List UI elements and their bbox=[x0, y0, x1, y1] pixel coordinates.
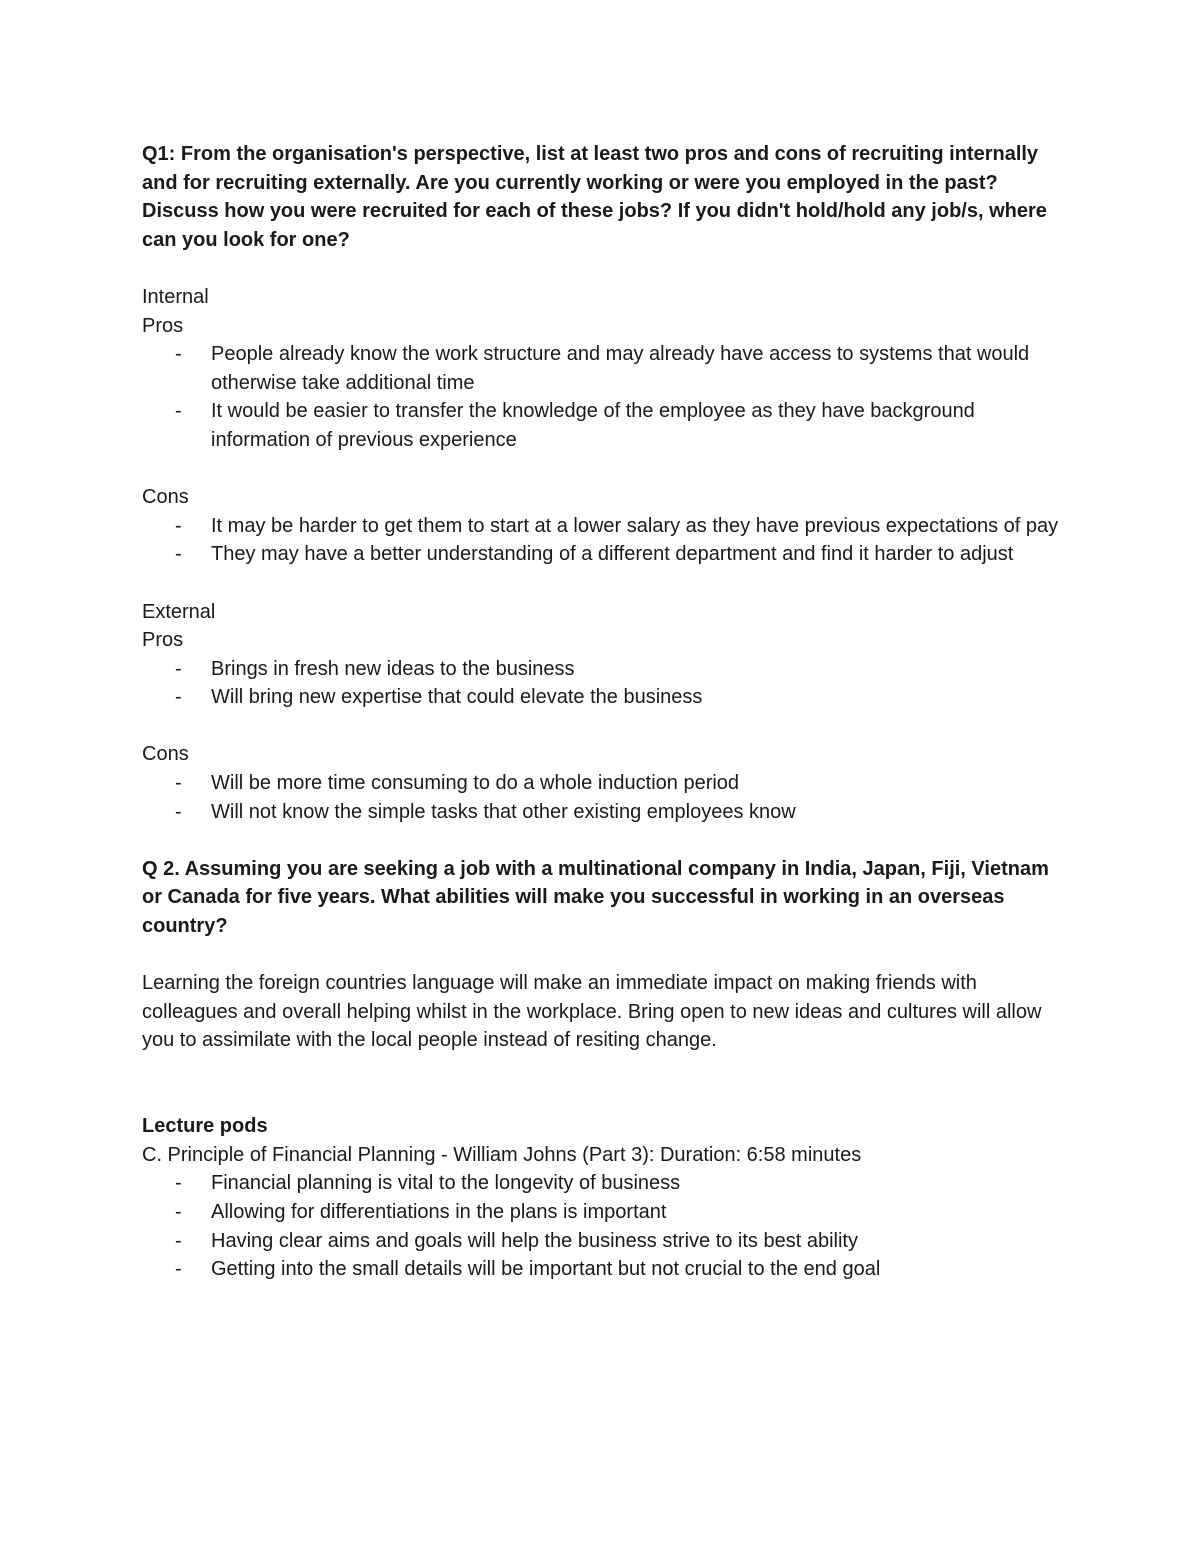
internal-cons-label: Cons bbox=[142, 486, 189, 509]
spacer bbox=[142, 1055, 1072, 1112]
list-item-text: Will bring new expertise that could elevate the business bbox=[211, 686, 703, 709]
external-pros-label: Pros bbox=[142, 629, 184, 652]
lecture-pods-heading: Lecture pods bbox=[142, 1115, 268, 1138]
dash-bullet: - bbox=[175, 1229, 182, 1252]
list-item-text: Financial planning is vital to the longevity of business bbox=[211, 1172, 681, 1195]
list-item bbox=[142, 540, 1072, 569]
lecture-notes-list bbox=[142, 1169, 1072, 1283]
document-page bbox=[142, 140, 1072, 1284]
list-item bbox=[142, 1255, 1072, 1284]
list-item-text: Will be more time consuming to do a whole induction period bbox=[211, 772, 740, 795]
question-1: Q1: From the organisation's perspective, list at least two pros and cons of recruiting internally and for recruiting externally. Are you currently working or were you employed in the past? Discuss how you were recruited for each of these jobs? If you didn't hold/hold any job/s, where can you look for one? bbox=[142, 143, 1047, 251]
spacer bbox=[142, 455, 1072, 484]
external-cons-label: Cons bbox=[142, 743, 189, 766]
list-item-text: They may have a better understanding of a different department and find it harder to adjust bbox=[211, 543, 1014, 566]
list-item-text: People already know the work structure and may already have access to systems that would otherwise take additional time bbox=[211, 343, 1030, 394]
internal-pros-label: Pros bbox=[142, 314, 184, 337]
internal-heading: Internal bbox=[142, 285, 209, 308]
question-2: Q 2. Assuming you are seeking a job with a multinational company in India, Japan, Fiji, Vietnam or Canada for five years. What abilities will make you successful in working in an overseas country? bbox=[142, 857, 1049, 938]
internal-pros-list bbox=[142, 340, 1072, 454]
list-item bbox=[142, 512, 1072, 541]
list-item bbox=[142, 655, 1072, 684]
dash-bullet: - bbox=[175, 1200, 182, 1223]
external-pros-list bbox=[142, 655, 1072, 712]
list-item bbox=[142, 1227, 1072, 1256]
dash-bullet: - bbox=[175, 657, 182, 680]
list-item bbox=[142, 798, 1072, 827]
list-item-text: It would be easier to transfer the knowledge of the employee as they have background information of previous experience bbox=[211, 400, 975, 451]
external-cons-list bbox=[142, 769, 1072, 826]
list-item bbox=[142, 683, 1072, 712]
list-item bbox=[142, 1198, 1072, 1227]
internal-cons-list bbox=[142, 512, 1072, 569]
dash-bullet: - bbox=[175, 772, 182, 795]
list-item-text: Will not know the simple tasks that other existing employees know bbox=[211, 800, 796, 823]
list-item-text: Allowing for differentiations in the plans is important bbox=[211, 1200, 667, 1223]
question-2-answer: Learning the foreign countries language will make an immediate impact on making friends with colleagues and overall helping whilst in the workplace. Bring open to new ideas and cultures will allow you to assimilate with the local people instead of resiting change. bbox=[142, 972, 1042, 1052]
dash-bullet: - bbox=[175, 514, 182, 537]
dash-bullet: - bbox=[175, 543, 182, 566]
dash-bullet: - bbox=[175, 686, 182, 709]
dash-bullet: - bbox=[175, 400, 182, 423]
dash-bullet: - bbox=[175, 343, 182, 366]
dash-bullet: - bbox=[175, 800, 182, 823]
list-item bbox=[142, 397, 1072, 454]
list-item bbox=[142, 769, 1072, 798]
spacer bbox=[142, 254, 1072, 283]
external-heading: External bbox=[142, 600, 216, 623]
spacer bbox=[142, 712, 1072, 741]
dash-bullet: - bbox=[175, 1258, 182, 1281]
list-item-text: Brings in fresh new ideas to the business bbox=[211, 657, 575, 680]
dash-bullet: - bbox=[175, 1172, 182, 1195]
list-item-text: It may be harder to get them to start at a lower salary as they have previous expectations of pay bbox=[211, 514, 1059, 537]
list-item bbox=[142, 340, 1072, 397]
list-item-text: Getting into the small details will be important but not crucial to the end goal bbox=[211, 1258, 881, 1281]
spacer bbox=[142, 826, 1072, 855]
spacer bbox=[142, 941, 1072, 970]
spacer bbox=[142, 569, 1072, 598]
lecture-subtitle: C. Principle of Financial Planning - William Johns (Part 3): Duration: 6:58 minutes bbox=[142, 1143, 862, 1166]
list-item-text: Having clear aims and goals will help the business strive to its best ability bbox=[211, 1229, 858, 1252]
list-item bbox=[142, 1169, 1072, 1198]
